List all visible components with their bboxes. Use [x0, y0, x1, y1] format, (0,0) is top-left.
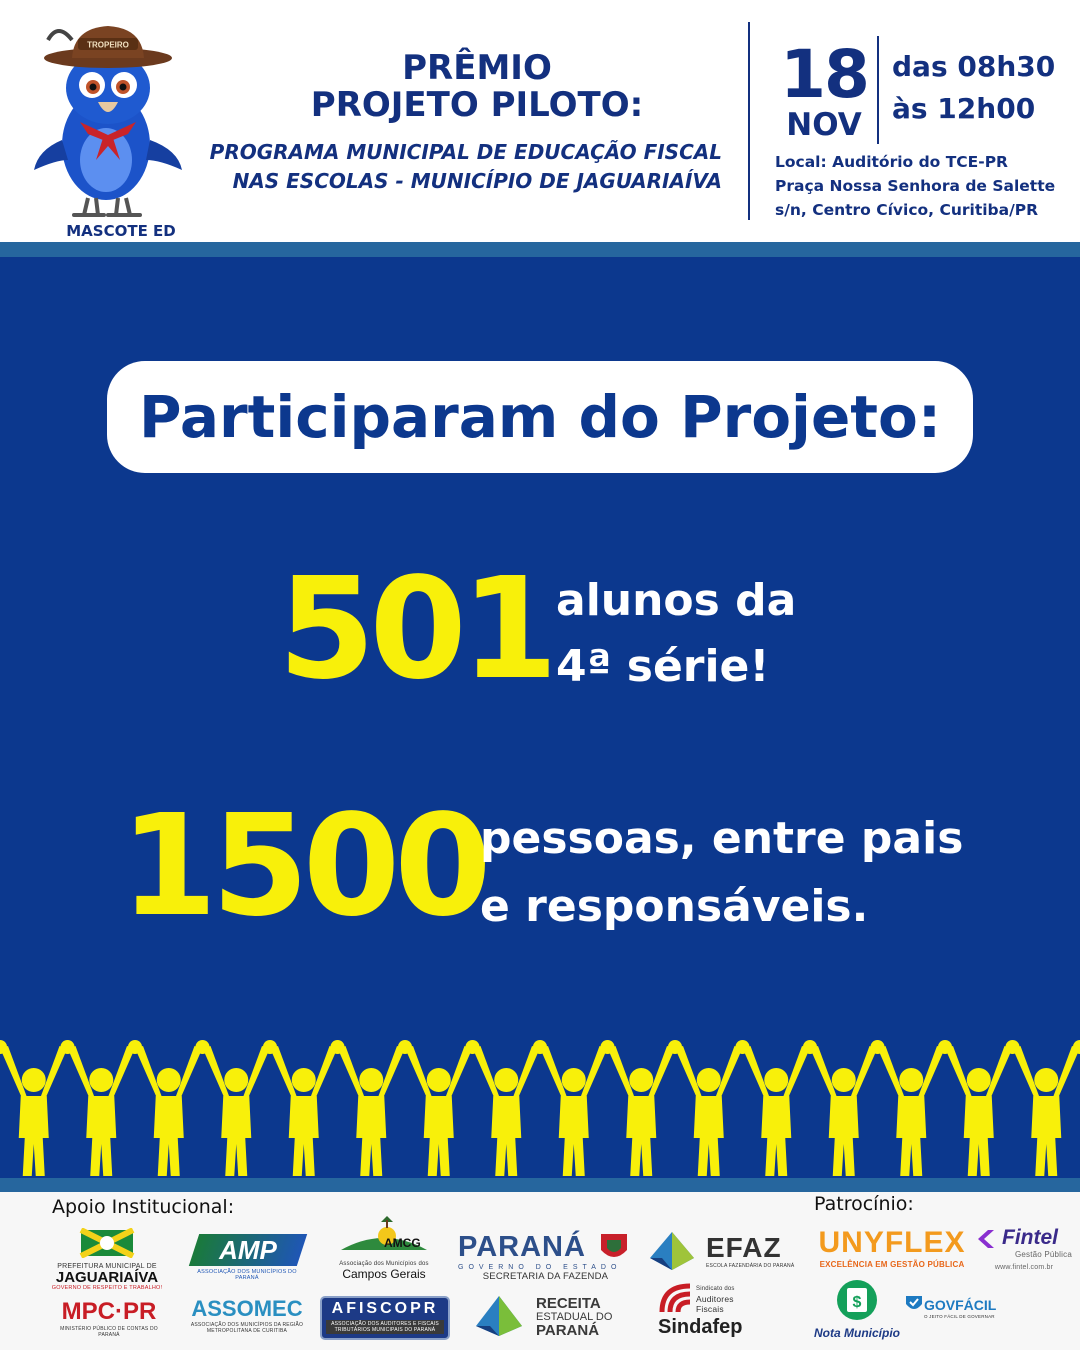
mascot-caption: MASCOTE ED	[66, 222, 176, 240]
event-location-line3: s/n, Centro Cívico, Curitiba/PR	[775, 201, 1039, 219]
efaz-pyramid-icon	[648, 1228, 698, 1272]
person-silhouette	[135, 1046, 203, 1176]
header-divider	[748, 22, 750, 220]
stat-students-number: 501	[278, 548, 553, 711]
person-silhouette	[338, 1046, 406, 1176]
event-location-line1: Local: Auditório do TCE-PR	[775, 153, 1008, 171]
person-silhouette	[878, 1046, 946, 1176]
afiscopr-logo: AFISCOPR ASSOCIAÇÃO DOS AUDITORES E FISCAIS TRIBUTÁRIOS MUNICIPAIS DO PARANÁ	[320, 1296, 450, 1340]
joined-hands	[263, 1040, 277, 1054]
person-silhouette	[608, 1046, 676, 1176]
program-line2: NAS ESCOLAS - MUNICÍPIO DE JAGUARIAÍVA	[232, 169, 722, 193]
program-line1: PROGRAMA MUNICIPAL DE EDUCAÇÃO FISCAL	[209, 140, 722, 164]
receita-pyramid-icon	[472, 1292, 526, 1338]
person-silhouette	[1013, 1046, 1080, 1176]
joined-hands	[466, 1040, 480, 1054]
mascot-bird-image	[28, 10, 188, 225]
award-title-line2: PROJETO PILOTO:	[310, 85, 644, 125]
person-silhouette	[270, 1046, 338, 1176]
fintel-mark-icon	[978, 1230, 994, 1248]
mpc-pr-logo: MPC·PR MINISTÉRIO PÚBLICO DE CONTAS DO PARANÁ	[60, 1298, 158, 1338]
jaguariaiva-flag-icon	[77, 1228, 137, 1258]
person-silhouette	[810, 1046, 878, 1176]
person-silhouette	[675, 1046, 743, 1176]
joined-hands	[398, 1040, 412, 1054]
joined-hands	[803, 1040, 817, 1054]
person-silhouette	[68, 1046, 136, 1176]
assomec-logo: ASSOMEC ASSOCIAÇÃO DOS MUNICÍPIOS DA REGIÃO METROPOLITANA DE CURITIBA	[190, 1296, 304, 1334]
stat-students-line1: alunos da	[556, 575, 797, 626]
parana-sefaz-logo: PARANÁ GOVERNO DO ESTADO SECRETARIA DA FAZENDA	[458, 1230, 633, 1290]
stat-students-line2: 4ª série!	[556, 641, 770, 692]
event-time-start: das 08h30	[892, 50, 1056, 83]
footer-stripe	[0, 1178, 1080, 1192]
joined-hands	[601, 1040, 615, 1054]
people-silhouettes-illustration	[0, 1040, 1080, 1180]
sindafep-arc-icon	[658, 1282, 694, 1314]
joined-hands	[331, 1040, 345, 1054]
joined-hands	[668, 1040, 682, 1054]
nota-municipio-logo: $ Nota Município	[812, 1278, 902, 1336]
parana-coat-of-arms-icon	[597, 1230, 631, 1264]
stat-parents-line1: pessoas, entre pais	[480, 813, 964, 864]
stat-parents-number: 1500	[120, 785, 486, 948]
person-silhouette	[203, 1046, 271, 1176]
efaz-logo: EFAZ ESCOLA FAZENDÁRIA DO PARANÁ	[648, 1224, 800, 1278]
govfacil-logo: GOVFÁCIL O JEITO FÁCIL DE GOVERNAR	[904, 1294, 1004, 1324]
headline: Participaram do Projeto:	[138, 383, 942, 451]
date-divider	[877, 36, 879, 144]
unyflex-logo: UNYFLEX EXCELÊNCIA EM GESTÃO PÚBLICA	[818, 1226, 966, 1269]
person-silhouette	[743, 1046, 811, 1176]
sindafep-logo: Sindicato dos Auditores Fiscais Sindafep	[656, 1280, 762, 1342]
person-silhouette	[473, 1046, 541, 1176]
joined-hands	[871, 1040, 885, 1054]
support-label: Apoio Institucional:	[52, 1196, 235, 1218]
jaguariaiva-logo: PREFEITURA MUNICIPAL DE JAGUARIAÍVA GOVERNO DE RESPEITO E TRABALHO!	[48, 1228, 166, 1294]
svg-text:TROPEIRO: TROPEIRO	[87, 40, 129, 50]
program-name	[200, 138, 722, 196]
event-location-line2: Praça Nossa Senhora de Salette	[775, 177, 1056, 195]
event-day: 18	[780, 36, 868, 113]
panel-top-stripe	[0, 242, 1080, 257]
receita-estadual-logo: RECEITA ESTADUAL DO PARANÁ	[470, 1292, 620, 1340]
joined-hands	[128, 1040, 142, 1054]
govfacil-check-icon	[904, 1294, 924, 1314]
person-silhouette	[945, 1046, 1013, 1176]
svg-text:$: $	[852, 1294, 862, 1311]
stat-parents-line2: e responsáveis.	[480, 881, 869, 932]
joined-hands	[736, 1040, 750, 1054]
joined-hands	[938, 1040, 952, 1054]
fintel-logo: Fintel Gestão Pública www.fintel.com.br	[976, 1226, 1072, 1276]
amp-logo: AMP ASSOCIAÇÃO DOS MUNICÍPIOS DO PARANÁ	[188, 1234, 306, 1284]
event-month: NOV	[786, 107, 862, 143]
award-title-line1: PRÊMIO	[402, 48, 552, 88]
sponsor-label: Patrocínio:	[814, 1193, 914, 1215]
amcg-logo: AMCG Associação dos Municípios dos Campos Gerais	[334, 1216, 434, 1290]
award-title	[232, 50, 722, 124]
person-silhouette	[540, 1046, 608, 1176]
joined-hands	[1006, 1040, 1020, 1054]
person-silhouette	[405, 1046, 473, 1176]
joined-hands	[533, 1040, 547, 1054]
joined-hands	[61, 1040, 75, 1054]
event-time-end: às 12h00	[892, 92, 1036, 125]
person-silhouette	[0, 1046, 68, 1176]
joined-hands	[196, 1040, 210, 1054]
nota-municipio-dollar-icon	[832, 1278, 882, 1322]
